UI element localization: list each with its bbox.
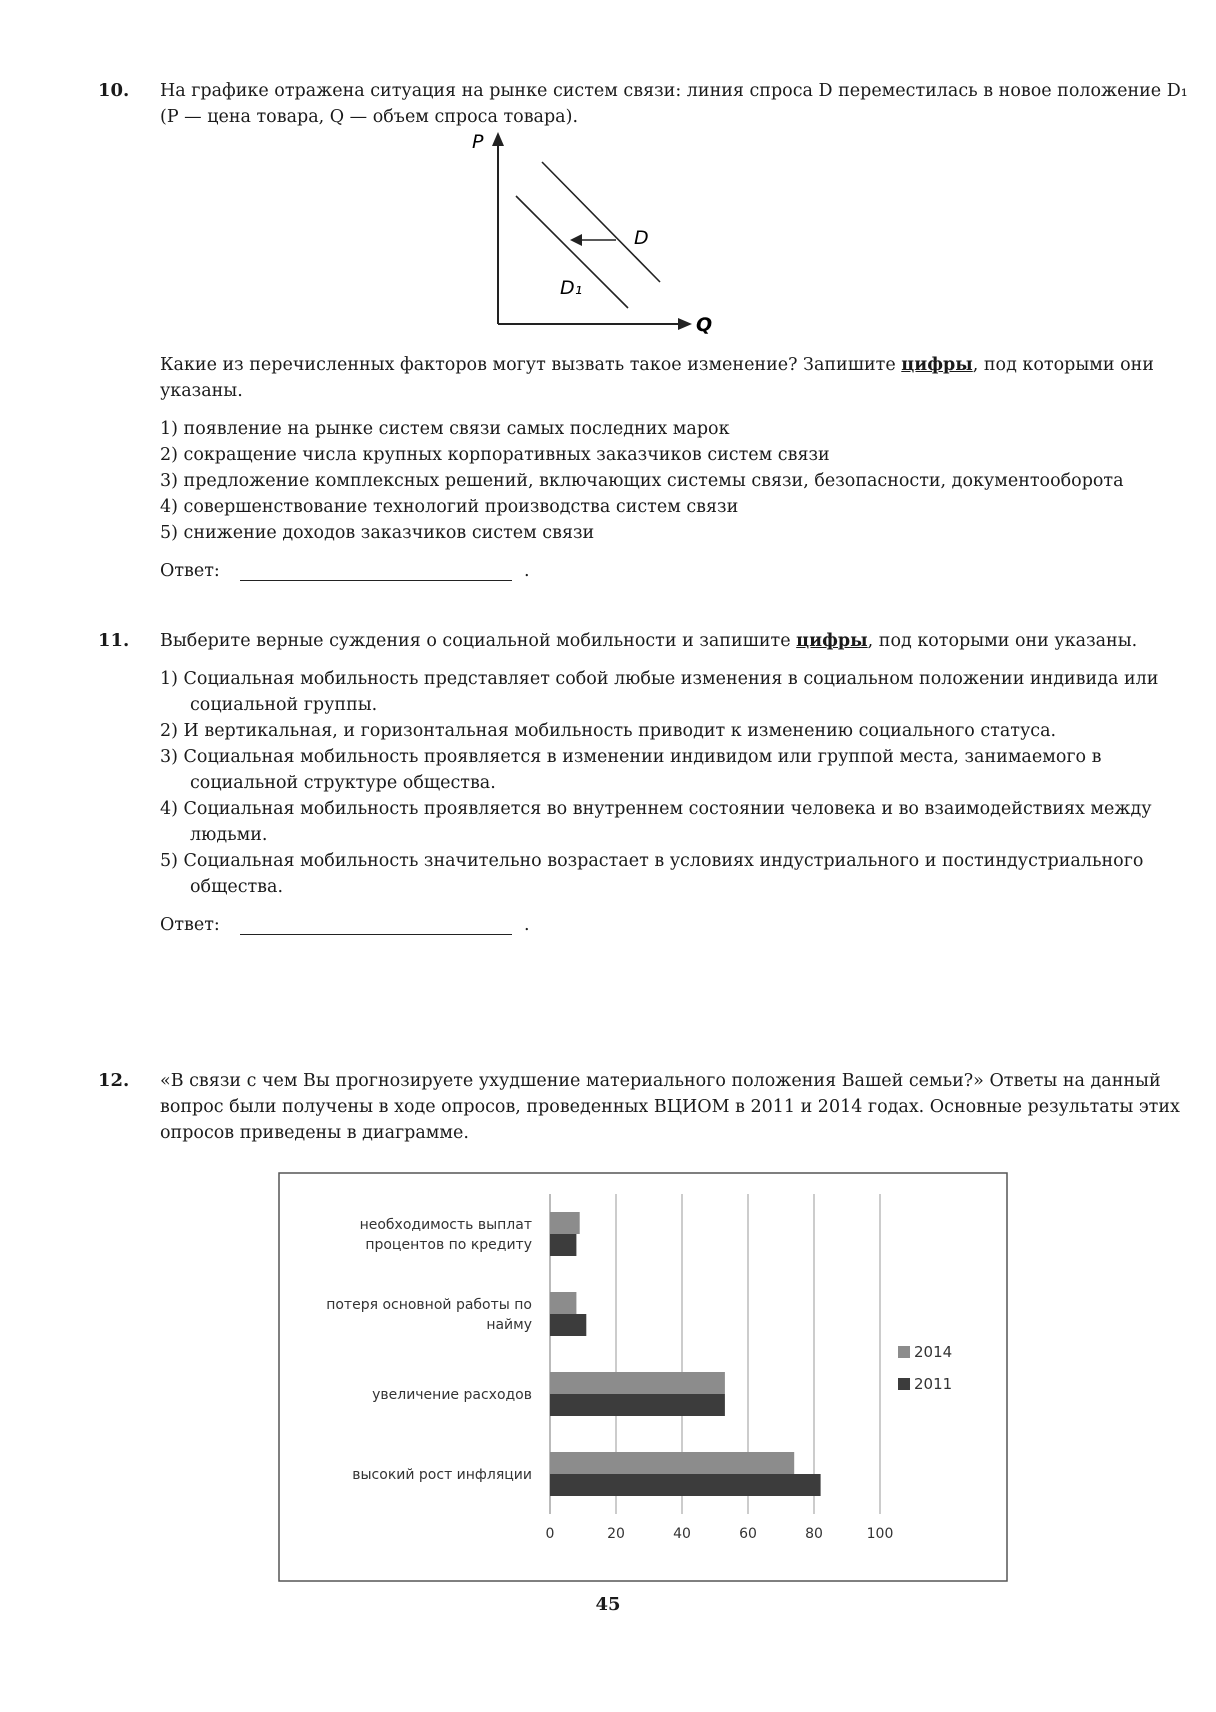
option-item: 3) Социальная мобильность проявляется в изменении индивидом или группой места, занимаемого в социальной структуре общества. <box>160 747 1102 793</box>
option-item: 4) совершенствование технологий производства систем связи <box>160 497 739 517</box>
x-tick-label: 40 <box>673 1526 691 1542</box>
intro-text-end: , под которыми они указаны. <box>867 631 1138 651</box>
legend-label: 2011 <box>914 1375 953 1393</box>
task-10-question-block <box>98 352 1198 586</box>
task-11 <box>98 628 1198 940</box>
option-item: 1) появление на рынке систем связи самых последних марок <box>160 419 730 439</box>
x-tick-label: 20 <box>607 1526 625 1542</box>
x-tick-label: 100 <box>866 1526 894 1542</box>
answer-end: . <box>524 561 530 581</box>
task-number: 11. <box>98 630 130 651</box>
x-tick-label: 0 <box>545 1526 555 1542</box>
options-list <box>160 666 1198 900</box>
survey-bar-chart <box>278 1172 1008 1582</box>
answer-row <box>160 558 1198 586</box>
bar-2014 <box>550 1452 794 1474</box>
question-text-end: , под которыми они указаны. <box>160 355 1154 401</box>
intro-text: Выберите верные суждения о социальной мобильности и запишите <box>160 631 791 651</box>
x-tick-label: 60 <box>739 1526 757 1542</box>
page-number: 45 <box>595 1594 621 1615</box>
bar-2011 <box>550 1394 725 1416</box>
task-12 <box>98 1068 1198 1146</box>
answer-row <box>160 912 1198 940</box>
demand-curve-d <box>542 162 660 282</box>
intro-highlight: цифры <box>796 631 868 651</box>
category-label: найму <box>486 1317 532 1333</box>
task-intro: «В связи с чем Вы прогнозируете ухудшение материального положения Вашей семьи?» Ответы на данный вопрос были получены в ходе опросов, проведенных ВЦИОМ в 2011 и 2014 годах. Основные результаты этих опросов приведены в диаграмме. <box>160 1071 1180 1143</box>
bar-2011 <box>550 1234 576 1256</box>
question-text: Какие из перечисленных факторов могут вызвать такое изменение? Запишите <box>160 355 896 375</box>
option-item: 2) сокращение числа крупных корпоративных заказчиков систем связи <box>160 445 830 465</box>
category-label: необходимость выплат <box>359 1217 532 1233</box>
category-label: потеря основной работы по <box>326 1297 532 1313</box>
category-label: высокий рост инфляции <box>352 1467 532 1483</box>
demand-graph <box>470 130 760 345</box>
option-item: 5) Социальная мобильность значительно возрастает в условиях индустриального и постиндустриального общества. <box>160 851 1144 897</box>
curve-d1-label: D₁ <box>560 277 583 299</box>
category-label: увеличение расходов <box>372 1387 532 1403</box>
p-axis-arrow <box>492 132 504 146</box>
legend-swatch <box>898 1378 910 1390</box>
task-number: 10. <box>98 80 130 101</box>
x-tick-label: 80 <box>805 1526 823 1542</box>
option-item: 3) предложение комплексных решений, включающих системы связи, безопасности, документооборота <box>160 471 1124 491</box>
answer-end: . <box>524 915 530 935</box>
option-item: 5) снижение доходов заказчиков систем связи <box>160 523 595 543</box>
answer-label: Ответ: <box>160 561 220 581</box>
option-item: 1) Социальная мобильность представляет собой любые изменения в социальном положении индивида или социальной группы. <box>160 669 1159 715</box>
question-highlight: цифры <box>901 355 973 375</box>
p-axis-label: P <box>472 131 484 153</box>
task-number: 12. <box>98 1070 130 1091</box>
bar-2014 <box>550 1372 725 1394</box>
answer-field[interactable] <box>240 934 512 935</box>
q-axis-label: Q <box>696 314 713 336</box>
options-list <box>160 416 1198 546</box>
task-question <box>160 352 1198 404</box>
answer-label: Ответ: <box>160 915 220 935</box>
curve-d-label: D <box>634 227 649 249</box>
legend-swatch <box>898 1346 910 1358</box>
bar-2011 <box>550 1474 821 1496</box>
legend-label: 2014 <box>914 1343 953 1361</box>
task-intro <box>160 628 1198 654</box>
option-item: 4) Социальная мобильность проявляется во внутреннем состоянии человека и во взаимодействиях между людьми. <box>160 799 1152 845</box>
task-intro: На графике отражена ситуация на рынке систем связи: линия спроса D переместилась в новое положение D₁ (P — цена товара, Q — объем спроса товара). <box>160 81 1188 127</box>
bar-2011 <box>550 1314 586 1336</box>
option-item: 2) И вертикальная, и горизонтальная мобильность приводит к изменению социального статуса. <box>160 721 1057 741</box>
category-label: процентов по кредиту <box>365 1237 532 1253</box>
answer-field[interactable] <box>240 580 512 581</box>
q-axis-arrow <box>678 318 692 330</box>
bar-2014 <box>550 1212 580 1234</box>
bar-2014 <box>550 1292 576 1314</box>
task-10 <box>98 78 1198 130</box>
shift-arrow-head <box>570 234 582 246</box>
